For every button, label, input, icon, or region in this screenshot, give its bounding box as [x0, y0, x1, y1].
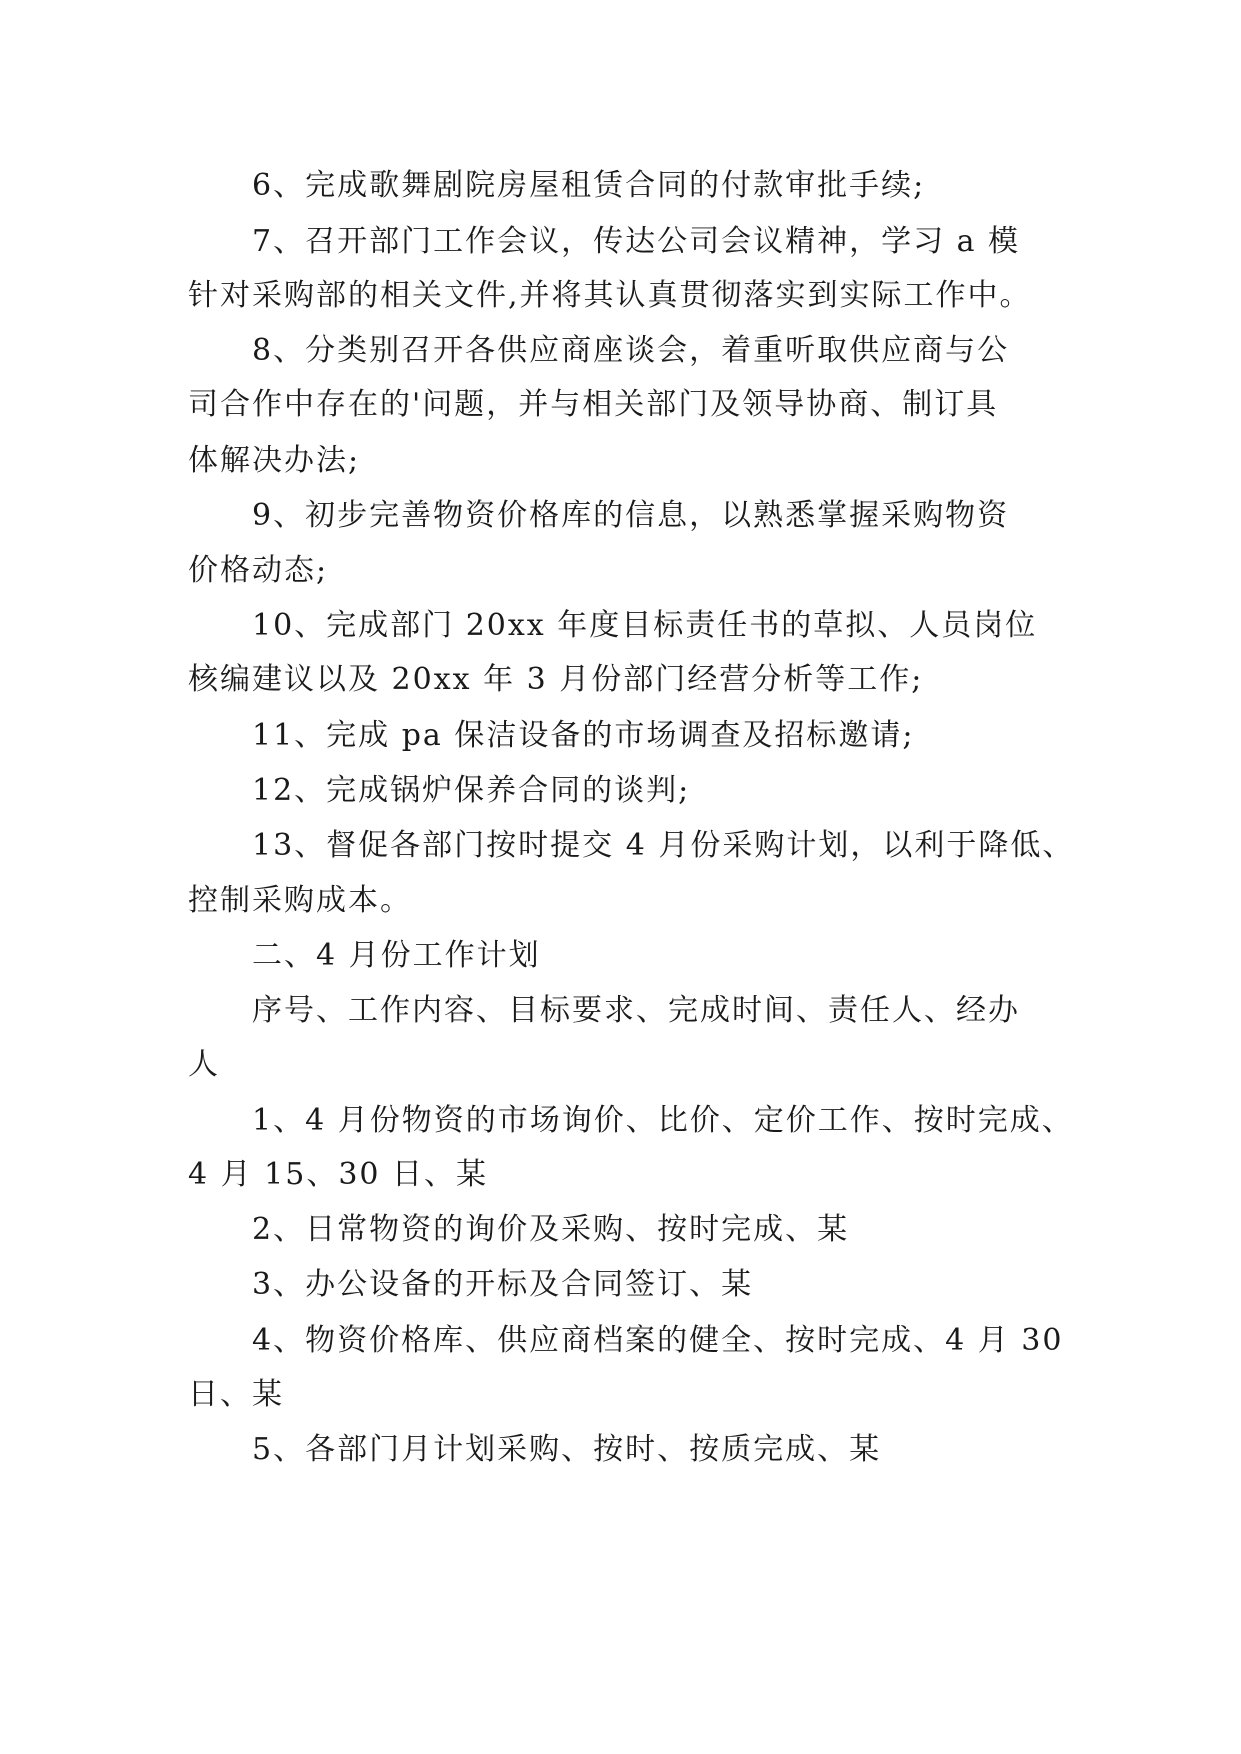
paragraph-line: 序号、工作内容、目标要求、完成时间、责任人、经办 — [252, 993, 1020, 1028]
paragraph-line: 体解决办法; — [188, 443, 361, 478]
paragraph-line: 11、完成 pa 保洁设备的市场调查及招标邀请; — [252, 718, 915, 753]
paragraph-line: 人 — [188, 1047, 220, 1082]
paragraph-line: 2、日常物资的询价及采购、按时完成、某 — [252, 1212, 850, 1247]
paragraph-line: 8、分类别召开各供应商座谈会，着重听取供应商与公 — [252, 333, 1010, 368]
section-heading: 二、4 月份工作计划 — [252, 938, 541, 973]
paragraph-line: 9、初步完善物资价格库的信息，以熟悉掌握采购物资 — [252, 498, 1010, 533]
paragraph-line: 10、完成部门 20xx 年度目标责任书的草拟、人员岗位 — [252, 608, 1038, 643]
paragraph-line: 司合作中存在的'问题，并与相关部门及领导协商、制订具 — [188, 387, 999, 422]
paragraph-line: 13、督促各部门按时提交 4 月份采购计划，以利于降低、 — [252, 828, 1075, 863]
paragraph-line: 价格动态; — [188, 553, 329, 588]
paragraph-line: 12、完成锅炉保养合同的谈判; — [252, 773, 691, 808]
paragraph-line: 核编建议以及 20xx 年 3 月份部门经营分析等工作; — [188, 662, 924, 697]
paragraph-line: 5、各部门月计划采购、按时、按质完成、某 — [252, 1432, 882, 1467]
paragraph-line: 4 月 15、30 日、某 — [188, 1157, 489, 1192]
paragraph-line: 针对采购部的相关文件,并将其认真贯彻落实到实际工作中。 — [188, 278, 1032, 313]
paragraph-line: 1、4 月份物资的市场询价、比价、定价工作、按时完成、 — [252, 1103, 1074, 1138]
paragraph-line: 4、物资价格库、供应商档案的健全、按时完成、4 月 30 — [252, 1323, 1064, 1358]
paragraph-line: 日、某 — [188, 1377, 284, 1412]
paragraph-line: 7、召开部门工作会议，传达公司会议精神，学习 a 模 — [252, 224, 1021, 259]
paragraph-line: 3、办公设备的开标及合同签订、某 — [252, 1267, 754, 1302]
paragraph-line: 6、完成歌舞剧院房屋租赁合同的付款审批手续; — [252, 168, 926, 203]
paragraph-line: 控制采购成本。 — [188, 883, 412, 918]
